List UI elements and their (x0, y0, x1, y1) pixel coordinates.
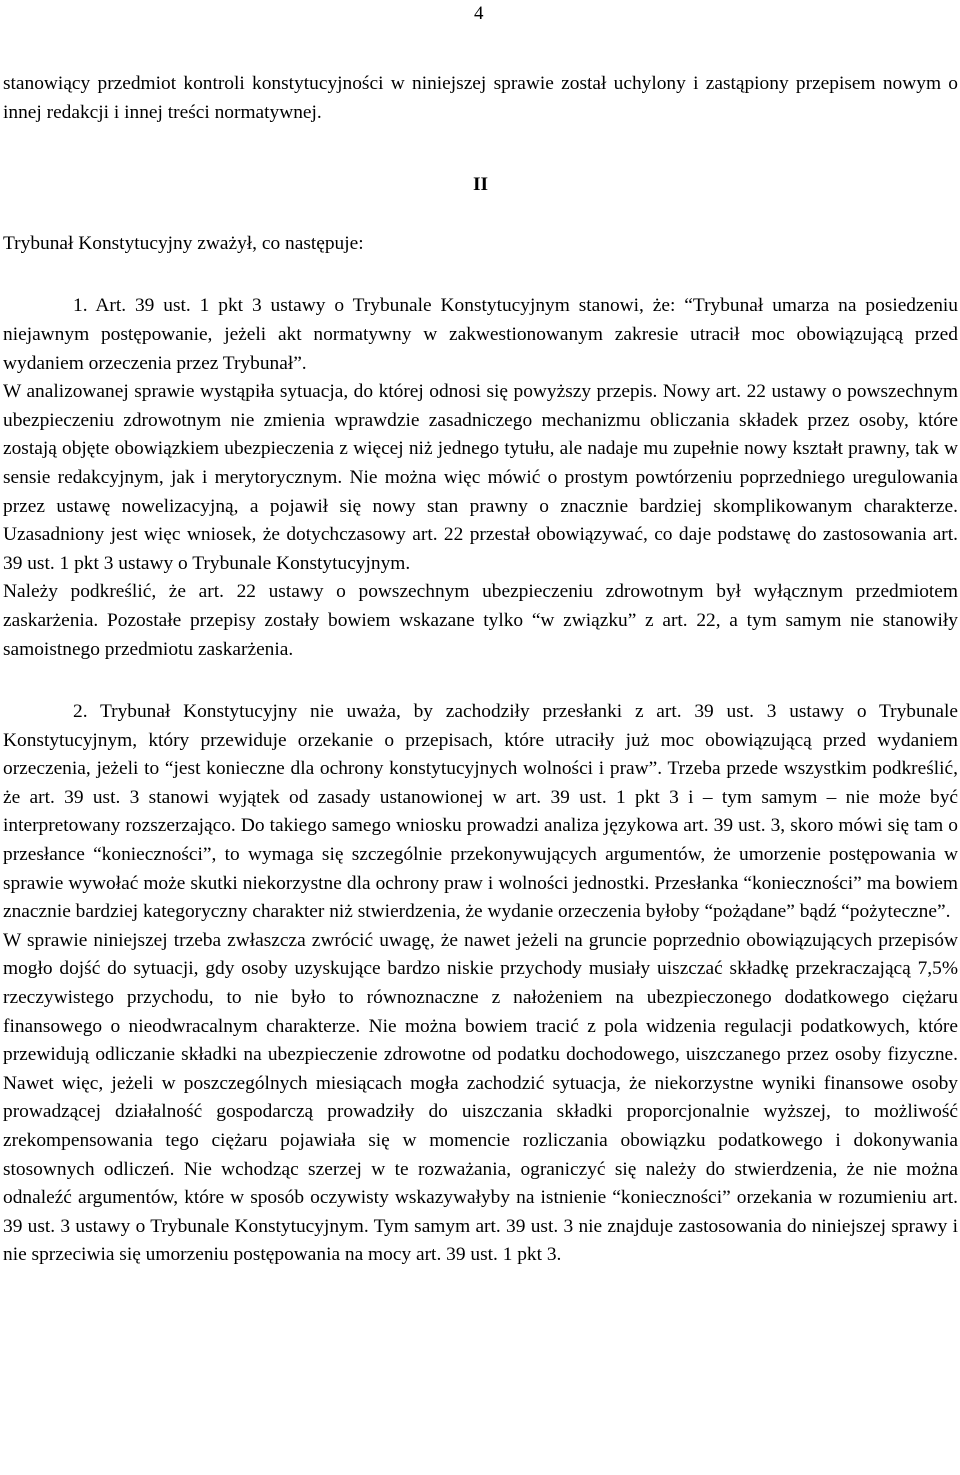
point1-paragraph-1: 1. Art. 39 ust. 1 pkt 3 ustawy o Trybunale Konstytucyjnym stanowi, że: “Trybunał umarza na posiedzeniu niejawnym postępowanie, jeżeli akt normatywny w zakwestionowanym zakresie utracił moc obowiązującą przed wydaniem orzeczenia przez Trybunał”. (3, 295, 958, 374)
page-number: 4 (474, 3, 484, 24)
point2-paragraph-1: 2. Trybunał Konstytucyjny nie uważa, by zachodziły przesłanki z art. 39 ust. 3 ustawy o Trybunale Konstytucyjnym, który przewiduje orzekanie o przepisach, które utraciły już moc obowiązującą przed wydaniem orzeczenia, jeżeli to “jest konieczne dla ochrony konstytucyjnych wolności i praw”. Trzeba przede wszystkim podkreślić, że art. 39 ust. 3 stanowi wyjątek od zasady ustanowionej w art. 39 ust. 1 pkt 3 i – tym samym – nie może być interpretowany rozszerzająco. Do takiego samego wniosku prowadzi analiza językowa art. 39 ust. 3, skoro mówi się tam o przesłance “konieczności”, to wymaga się szczególnie przekonywujących argumentów, że umorzenie postępowania w sprawie wywołać może skutki niekorzystne dla ochrony praw i wolności jednostki. Przesłanka “konieczności” ma bowiem znacznie bardziej kategoryczny charakter niż stwierdzenia, że wydanie orzeczenia byłoby “pożądane” bądź “pożyteczne”. (3, 701, 958, 923)
point1-paragraph-3: Należy podkreślić, że art. 22 ustawy o powszechnym ubezpieczeniu zdrowotnym był wyłącznym przedmiotem zaskarżenia. Pozostałe przepisy zostały bowiem wskazane tylko “w związku” z art. 22, a tym samym nie stanowiły samoistnego przedmiotu zaskarżenia. (3, 581, 958, 660)
document-body (3, 70, 958, 1270)
lead-paragraph: Trybunał Konstytucyjny zważył, co następuje: (3, 232, 364, 254)
section-heading: II (472, 174, 489, 196)
point1-paragraph-2: W analizowanej sprawie wystąpiła sytuacja, do której odnosi się powyższy przepis. Nowy art. 22 ustawy o powszechnym ubezpieczeniu zdrowotnym nie zmienia wprawdzie zasadniczego mechanizmu obliczania składek przez osoby, które zostają objęte obowiązkiem ubezpieczenia z więcej niż jednego tytułu, ale nadaje mu zupełnie nowy kształt prawny, tak w sensie redakcyjnym, jak i merytorycznym. Nie można więc mówić o prostym powtórzeniu poprzedniego uregulowania przez ustawę nowelizacyjną, a pojawił się nowy stan prawny o znacznie bardziej skomplikowanym charakterze. Uzasadniony jest więc wniosek, że dotychczasowy art. 22 przestał obowiązywać, co daje podstawę do zastosowania art. 39 ust. 1 pkt 3 ustawy o Trybunale Konstytucyjnym. (3, 381, 958, 574)
point2-paragraph-2: W sprawie niniejszej trzeba zwłaszcza zwrócić uwagę, że nawet jeżeli na gruncie poprzednio obowiązujących przepisów mogło dojść do sytuacji, gdy osoby uzyskujące bardzo niskie przychody musiały uiszczać składkę przekraczającą 7,5% rzeczywistego przychodu, to nie było to równoznaczne z nałożeniem na ubezpieczonego dodatkowego ciężaru finansowego o nieodwracalnym charakterze. Nie można bowiem tracić z pola widzenia regulacji podatkowych, które przewidują odliczanie składki na ubezpieczenie zdrowotne od podatku dochodowego, uiszczanego przez osoby fizyczne. Nawet więc, jeżeli w poszczególnych miesiącach mogła zachodzić sytuacja, że niekorzystne wyniki finansowe osoby prowadzącej działalność gospodarczą prowadziły do uiszczania składki proporcjonalnie wyższej, to możliwość zrekompensowania tego ciężaru pojawiała się w momencie rozliczania obowiązku podatkowego i dokonywania stosownych odliczeń. Nie wchodząc szerzej w te rozważania, ograniczyć się należy do stwierdzenia, że nie można odnaleźć argumentów, które w sposób oczywisty wskazywałyby na istnienie “konieczności” orzekania w rozumieniu art. 39 ust. 3 ustawy o Trybunale Konstytucyjnym. Tym samym art. 39 ust. 3 nie znajduje zastosowania do niniejszej sprawy i nie sprzeciwia się umorzeniu postępowania na mocy art. 39 ust. 1 pkt 3. (3, 929, 958, 1266)
intro-paragraph: stanowiący przedmiot kontroli konstytucyjności w niniejszej sprawie został uchylony i zastąpiony przepisem nowym o innej redakcji i innej treści normatywnej. (3, 73, 958, 123)
